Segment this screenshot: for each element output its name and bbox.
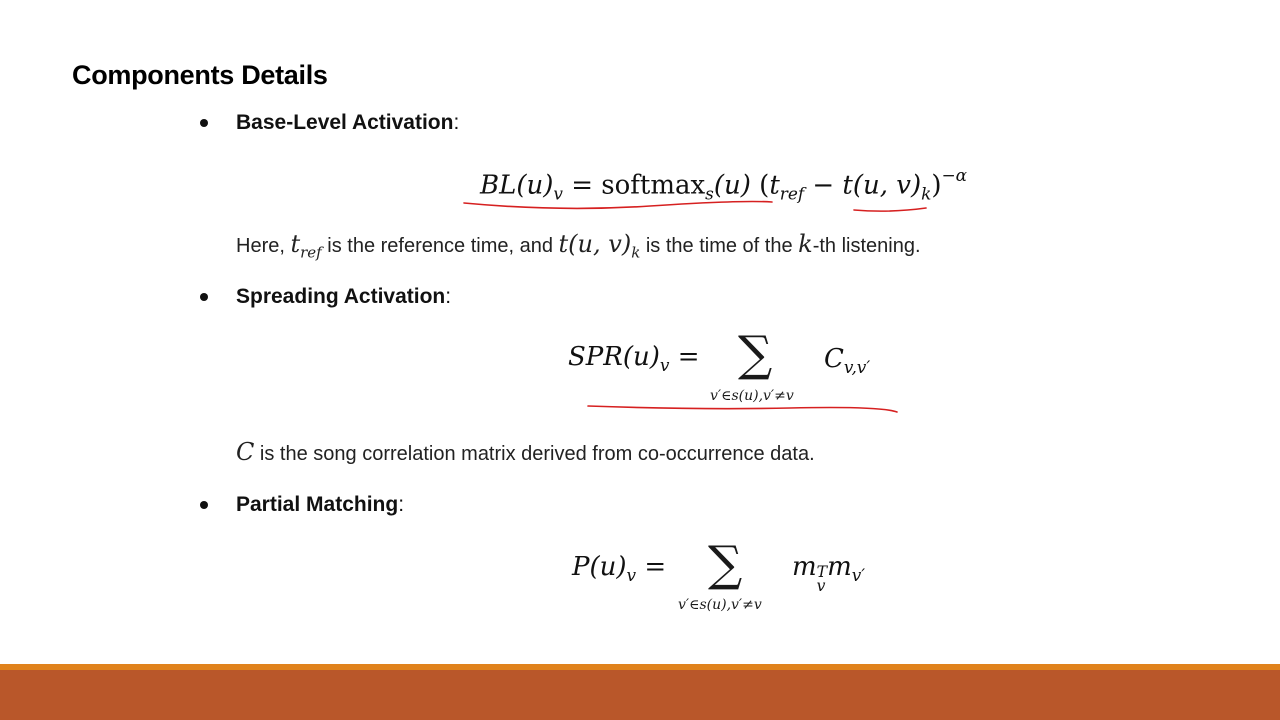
formula-arg: (u) (713, 170, 751, 201)
bullet-colon: : (445, 285, 452, 308)
underline-time-term (854, 208, 926, 211)
formula-lhs: SPR(u) (568, 342, 660, 372)
desc-text: is the reference time, and (321, 235, 559, 257)
bullet-base-level-activation (200, 111, 459, 135)
bullet-label: Base-Level Activation (236, 111, 454, 134)
formula-spreading-lhs (568, 342, 700, 375)
desc-math-tuv-sub: k (631, 243, 641, 262)
formula-eq: = (677, 342, 700, 372)
formula-fn-sub: s (705, 183, 714, 204)
formula-tuv: t(u, v) (842, 170, 922, 201)
desc-math-t: t (290, 230, 301, 258)
formula-lhs: P(u) (572, 552, 627, 582)
formula-m1-sub: v (816, 576, 826, 595)
formula-lhs-sub: v (553, 183, 563, 204)
formula-term: C (824, 344, 844, 374)
formula-partial-lhs (572, 552, 666, 585)
formula-exp: −α (941, 165, 968, 185)
formula-m2-sub: v′ (851, 564, 866, 585)
formula-tuv-sub: k (921, 183, 932, 204)
formula-base-level (480, 165, 967, 204)
bullet-spreading-activation (200, 285, 451, 309)
summation-limits: v′∈s(u),v′≠v (678, 597, 762, 613)
formula-minus: − (812, 170, 835, 201)
desc-math-tuv: t(u, v) (558, 230, 632, 258)
formula-lhs-sub: v (626, 564, 637, 585)
desc-math-t-sub: ref (300, 243, 322, 262)
formula-eq: = (571, 170, 594, 201)
formula-t-sub: ref (779, 183, 805, 204)
bullet-dot-icon (200, 119, 208, 127)
formula-fn: softmax (601, 170, 706, 201)
formula-m1-sup: T (816, 562, 828, 581)
formula-paren-close: ) (931, 170, 942, 201)
formula-term-sub: v,v′ (843, 356, 871, 377)
bullet-colon: : (453, 111, 460, 134)
slide-title: Components Details (72, 60, 328, 90)
desc-math-c: C (236, 438, 255, 466)
desc-math-k: k (798, 230, 813, 258)
formula-t: t (769, 170, 780, 201)
formula-paren-open: ( (759, 170, 770, 201)
formula-partial-term (792, 552, 865, 593)
formula-m1: m (792, 552, 817, 582)
formula-lhs: BL(u) (480, 170, 554, 201)
bullet-dot-icon (200, 293, 208, 301)
bullet-dot-icon (200, 501, 208, 509)
description-spreading (236, 438, 815, 466)
formula-m2: m (827, 552, 852, 582)
description-base-level (236, 230, 921, 261)
formula-lhs-sub: v (659, 354, 670, 375)
formula-eq: = (644, 552, 667, 582)
bullet-label: Partial Matching (236, 493, 399, 516)
summation-limits: v′∈s(u),v′≠v (710, 388, 794, 404)
desc-text: is the song correlation matrix derived from co-occurrence data. (254, 443, 815, 465)
bullet-partial-matching (200, 493, 404, 517)
footer-bar (0, 670, 1280, 720)
bullet-colon: : (398, 493, 405, 516)
bullet-label: Spreading Activation (236, 285, 446, 308)
desc-text: is the time of the (640, 235, 799, 257)
sigma-icon: ∑ (738, 326, 773, 382)
desc-text: -th listening. (812, 235, 921, 257)
desc-text: Here, (236, 235, 291, 257)
formula-m1-scripts (816, 562, 828, 595)
formula-spreading-term (824, 344, 870, 377)
sigma-icon: ∑ (708, 536, 743, 592)
underline-spreading (588, 406, 897, 412)
